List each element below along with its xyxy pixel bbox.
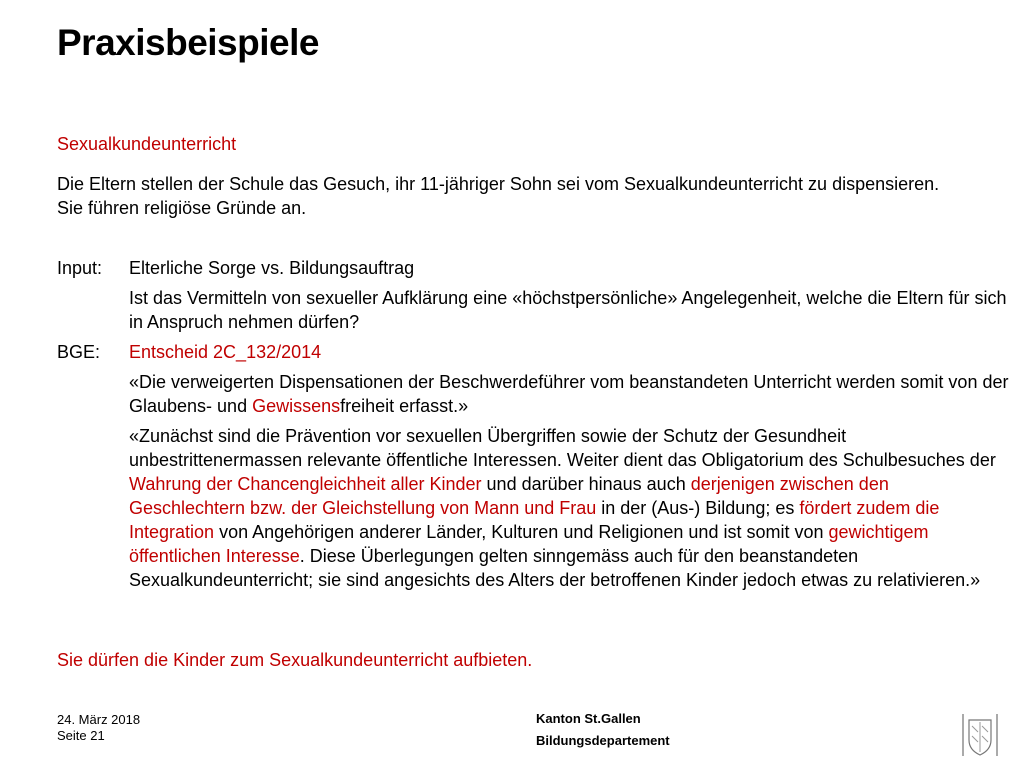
quote-2-highlight: derjenigen zwischen den Geschlechtern bzw. der Gleichstellung von Mann und Frau [129,474,889,518]
footer-department: Bildungsdepartement [536,733,670,748]
bge-label: BGE: [57,342,101,362]
quote-2-text: in der (Aus-) Bildung; es [596,498,800,518]
footer-canton: Kanton St.Gallen [536,711,641,726]
input-line-2: Ist das Vermitteln von sexueller Aufklärung eine «höchstpersönliche» Angelegenheit, welche die Eltern für sich in Anspruch nehmen dürfen? [129,288,1007,332]
quote-2-highlight: gewichtigem öffentlichen Interesse [129,522,929,566]
footer-page-number: Seite 21 [57,728,105,743]
quote-2-text: und darüber hinaus auch [481,474,691,494]
conclusion: Sie dürfen die Kinder zum Sexualkundeunterricht aufbieten. [57,650,533,670]
quote-2-highlight: Wahrung der Chancengleichheit aller Kinder [129,474,482,494]
footer-date: 24. März 2018 [57,712,141,727]
quote-1 [129,370,1009,418]
decision-reference: Entscheid 2C_132/2014 [129,342,322,362]
coat-of-arms-icon [962,712,998,758]
section-subtitle: Sexualkundeunterricht [57,134,237,154]
input-line-1: Elterliche Sorge vs. Bildungsauftrag [129,258,415,278]
input-label: Input: [57,258,103,278]
intro-paragraph: Die Eltern stellen der Schule das Gesuch, ihr 11-jähriger Sohn sei vom Sexualkundeunterricht zu dispensieren. Sie führen religiöse Gründe an. [57,174,940,218]
quote-2 [129,424,1009,592]
quote-1-text: freiheit erfasst.» [340,396,469,416]
quote-2-text: «Zunächst sind die Prävention vor sexuellen Übergriffen sowie der Schutz der Gesundheit unbestrittenermassen relevante öffentliche Interessen. Weiter dient das Obligatorium des Schulbesuches der [129,426,996,470]
quote-2-text: . Diese Überlegungen gelten sinngemäss auch für den beanstandeten Sexualkundeunterricht; sie sind angesichts des Alters der betroffenen Kinder jedoch etwas zu relativieren.» [129,546,981,590]
quote-1-highlight: Gewissens [252,396,341,416]
quote-1-text: «Die verweigerten Dispensationen der Beschwerdeführer vom beanstandeten Unterricht werden somit von der Glaubens- und [129,372,1009,416]
page-title: Praxisbeispiele [57,22,319,63]
quote-2-text: von Angehörigen anderer Länder, Kulturen und Religionen und ist somit von [214,522,829,542]
quote-2-highlight: fördert zudem die Integration [129,498,940,542]
footer-organization [536,708,670,752]
footer-date-block [57,712,140,744]
